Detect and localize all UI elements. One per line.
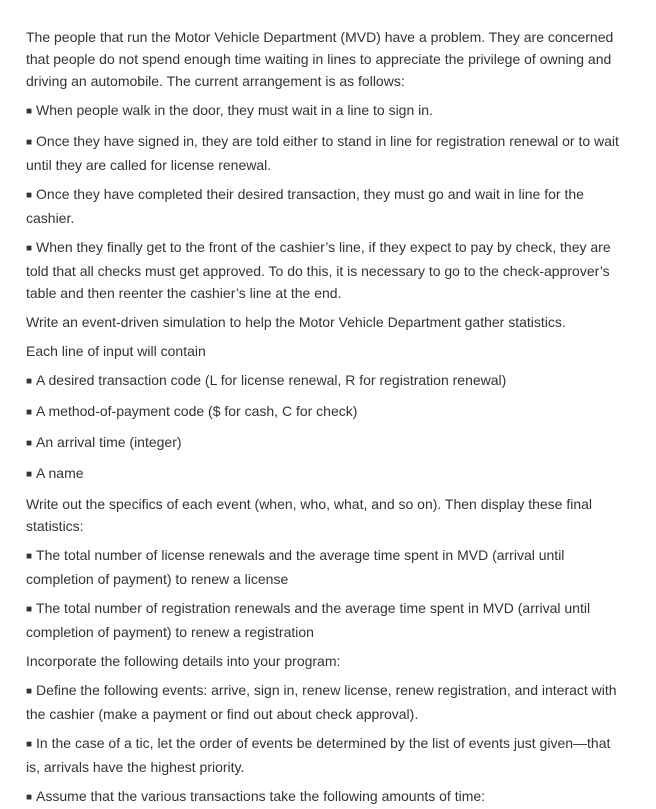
output-paragraph: Write out the specifics of each event (when, who, what, and so on). Then display these final statistics: — [26, 496, 593, 534]
bullet-item: ■ The total number of registration renewals and the average time spent in MVD (arrival until completion of payment) to renew a registration — [26, 600, 591, 640]
square-bullet-icon: ■ — [26, 137, 33, 148]
square-bullet-icon: ■ — [26, 792, 33, 803]
bullet-item: ■ Define the following events: arrive, sign in, renew license, renew registration, and interact with the cashier (make a payment or find out about check approval). — [26, 682, 617, 722]
square-bullet-icon: ■ — [26, 376, 33, 387]
bullet-item: ■ A name — [26, 462, 628, 486]
square-bullet-icon: ■ — [26, 407, 33, 418]
task-paragraph: Write an event-driven simulation to help the Motor Vehicle Department gather statistics. — [26, 314, 566, 330]
square-bullet-icon: ■ — [26, 686, 33, 697]
square-bullet-icon: ■ — [26, 190, 33, 201]
bullet-item: ■ When they finally get to the front of the cashier’s line, if they expect to pay by check, they are told that all checks must get approved. To do this, it is necessary to go to the check-approver’s table and then reenter the cashier’s line at the end. — [26, 239, 611, 301]
bullet-item: ■ Assume that the various transactions take the following amounts of time: — [26, 785, 628, 809]
bullet-item: ■ Once they have signed in, they are told either to stand in line for registration renewal or to wait until they are called for license renewal. — [26, 133, 619, 173]
square-bullet-icon: ■ — [26, 106, 33, 117]
bullet-item: ■ Once they have completed their desired transaction, they must go and wait in line for the cashier. — [26, 186, 584, 226]
square-bullet-icon: ■ — [26, 469, 33, 480]
details-paragraph: Incorporate the following details into your program: — [26, 653, 341, 669]
input-description-paragraph: Each line of input will contain — [26, 343, 206, 359]
bullet-item: ■ In the case of a tic, let the order of events be determined by the list of events just given—that is, arrivals have the highest priority. — [26, 735, 611, 775]
square-bullet-icon: ■ — [26, 438, 33, 449]
bullet-item: ■ The total number of license renewals and the average time spent in MVD (arrival until completion of payment) to renew a license — [26, 547, 565, 587]
bullet-item: ■ A method-of-payment code ($ for cash, C for check) — [26, 400, 628, 424]
square-bullet-icon: ■ — [26, 604, 33, 615]
square-bullet-icon: ■ — [26, 551, 33, 562]
square-bullet-icon: ■ — [26, 243, 33, 254]
bullet-item: ■ When people walk in the door, they must wait in a line to sign in. — [26, 99, 628, 123]
intro-paragraph: The people that run the Motor Vehicle Department (MVD) have a problem. They are concerned that people do not spend enough time waiting in lines to appreciate the privilege of owning and driving an automobile. The current arrangement is as follows: — [26, 29, 614, 89]
bullet-item: ■ An arrival time (integer) — [26, 431, 628, 455]
bullet-item: ■ A desired transaction code (L for license renewal, R for registration renewal) — [26, 369, 628, 393]
square-bullet-icon: ■ — [26, 739, 33, 750]
